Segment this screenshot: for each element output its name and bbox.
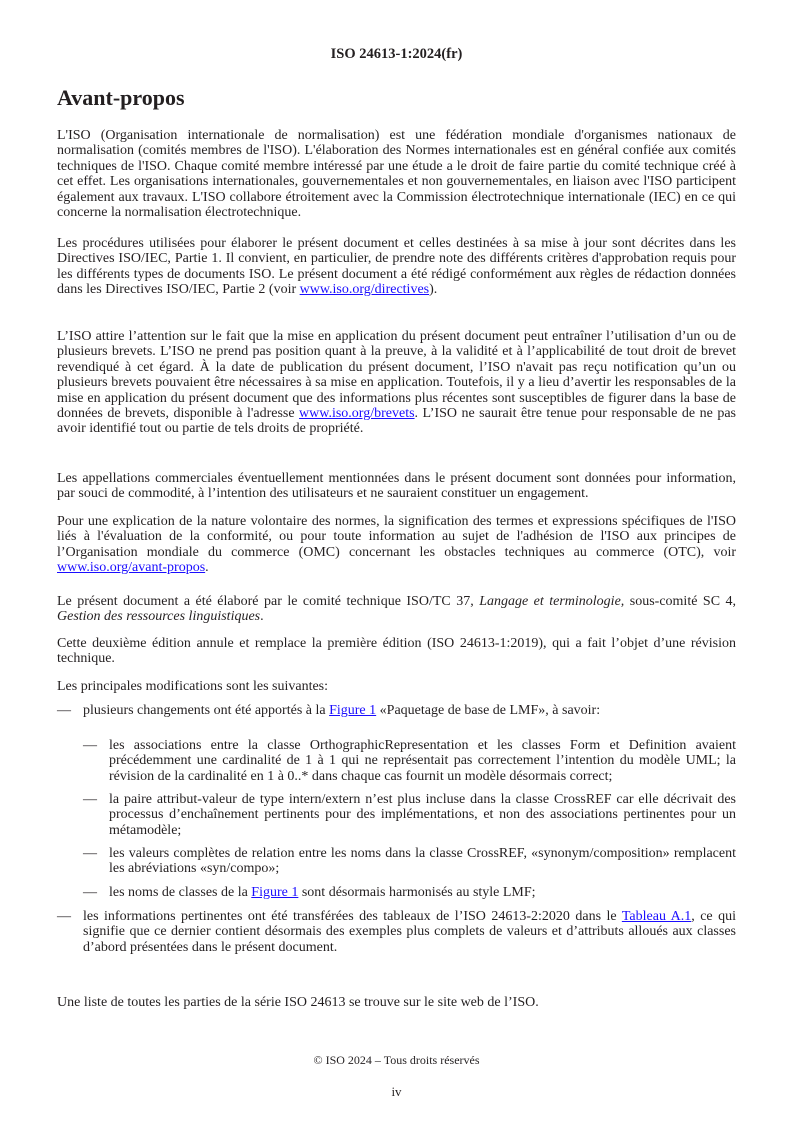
text: . L’ISO ne saurait être tenue pour responsable de ne pas avoir identifié tout ou partie de tels droits de propriété. (57, 406, 736, 437)
text: . (260, 609, 264, 625)
link-figure-1[interactable]: Figure 1 (251, 885, 299, 900)
text: , ce qui signifie que ce dernier contient désormais des exemples plus complets de valeurs et d’attributs alloués aux classes d’abord présentées dans le présent document. (83, 909, 736, 955)
text: les noms de classes de la (109, 885, 252, 900)
text: Les procédures utilisées pour élaborer le présent document et celles destinées à sa mise à jour sont décrites dans les Directives ISO/IEC, Partie 1. Il convient, en particulier, de prendre note des différents critères d'approbation requis pour les différents types de documents ISO. Le présent document a été rédigé conformément aux règles de rédaction données dans les Directives ISO/IEC, Partie 2 (voir (57, 236, 736, 298)
dash-bullet: — (83, 885, 97, 900)
dash-bullet: — (57, 909, 71, 924)
link-figure-1[interactable]: Figure 1 (329, 703, 377, 718)
dash-bullet: — (83, 792, 97, 807)
page-number: iv (391, 1084, 402, 1099)
list-item-figure-changes (57, 703, 736, 718)
text: L’ISO attire l’attention sur le fait que la mise en application du présent document peut entraîner l’utilisation d’un ou de plusieurs brevets. L’ISO ne prend pas position quant à la preuve, à la validité et à l’applicabilité de tout droit de brevet revendiqué à cet égard. À la date de publication du présent document, l’ISO n'avait pas reçu notification qu’un ou plusieurs brevets pouvaient être nécessaires à sa mise en application. Toutefois, il y a lieu d’avertir les responsables de la mise en application du présent document que des informations plus récentes sont susceptibles de figurer dans la base de données de brevets, disponible à l'adresse (57, 329, 736, 422)
text: Pour une explication de la nature volontaire des normes, la signification des termes et expressions spécifiques de l'ISO liés à l'évaluation de la conformité, ou pour toute information au sujet de l'adhésion de l'ISO aux principes de l’Organisation mondiale du commerce (OMC) concernant les obstacles techniques au commerce (OTC), voir (57, 514, 736, 560)
text: plusieurs changements ont été apportés à la (83, 703, 330, 718)
text: Le présent document a été élaboré par le comité technique ISO/TC 37, (57, 594, 480, 609)
copyright-footer: © ISO 2024 – Tous droits réservés (313, 1053, 480, 1067)
paragraph-voluntary-nature (57, 514, 736, 576)
list-item-table-transfer (57, 909, 736, 955)
link-directives[interactable]: www.iso.org/directives (299, 282, 430, 298)
text: sont désormais harmonisés au style LMF; (298, 885, 536, 900)
text: «Paquetage de base de LMF», à savoir: (376, 703, 601, 718)
dash-bullet: — (57, 703, 71, 718)
subcommittee-title: Gestion des ressources linguistiques (57, 609, 261, 625)
document-header: ISO 24613-1:2024(fr) (330, 46, 463, 62)
text: sous-comité SC 4, (624, 594, 737, 609)
paragraph-committee (57, 594, 736, 625)
text: les valeurs complètes de relation entre les noms dans la classe CrossREF, «synonym/composition» remplacent les abréviations «syn/compo»; (109, 846, 736, 877)
paragraph-series-list: Une liste de toutes les parties de la série ISO 24613 se trouve sur le site web de l’ISO. (57, 995, 539, 1010)
sub-list-item-relation-values (83, 846, 736, 877)
sub-list-item-class-names (83, 885, 736, 900)
paragraph-patents (57, 329, 736, 437)
sub-list-item-cardinality (83, 738, 736, 784)
text: les associations entre la classe OrthographicRepresentation et les classes Form et Definition avaient précédemment une cardinalité de 1 à 1 qui ne représentait pas correctement l’intention du modèle UML; la révision de la cardinalité en 1 à 0..* dans chaque cas fournit un modèle désormais correct; (109, 738, 736, 784)
paragraph-edition: Cette deuxième édition annule et remplace la première édition (ISO 24613-1:2019), qui a fait l’objet d’une révision technique. (57, 636, 736, 667)
link-brevets[interactable]: www.iso.org/brevets (299, 406, 415, 422)
dash-bullet: — (83, 846, 97, 861)
paragraph-changes-intro: Les principales modifications sont les suivantes: (57, 679, 329, 694)
text: ). (429, 282, 438, 298)
committee-title: Langage et terminologie, (479, 594, 625, 609)
dash-bullet: — (83, 738, 97, 753)
link-avant-propos[interactable]: www.iso.org/avant-propos (57, 560, 206, 576)
link-tableau-a1[interactable]: Tableau A.1 (621, 909, 692, 924)
text: . (205, 560, 209, 576)
sub-list-item-crossref-pair (83, 792, 736, 838)
text: la paire attribut-valeur de type intern/extern n’est plus incluse dans la classe CrossREF car elle décrivait des processus d’enchaînement pertinents pour des implémentations, et non des associations pertinentes pour un métamodèle; (109, 792, 736, 838)
paragraph-procedures (57, 236, 736, 298)
text: les informations pertinentes ont été transférées des tableaux de l’ISO 24613-2:2020 dans le (83, 909, 622, 924)
paragraph-trade-names: Les appellations commerciales éventuellement mentionnées dans le présent document sont données pour information, par souci de commodité, à l’intention des utilisateurs et ne sauraient constituer un engagement. (57, 471, 736, 502)
section-title: Avant-propos (57, 85, 185, 110)
paragraph-iso-intro: L'ISO (Organisation internationale de normalisation) est une fédération mondiale d'organismes nationaux de normalisation (comités membres de l'ISO). L'élaboration des Normes internationales est en général confiée aux comités techniques de l'ISO. Chaque comité membre intéressé par une étude a le droit de faire partie du comité technique créé à cet effet. Les organisations internationales, gouvernementales et non gouvernementales, en liaison avec l'ISO participent également aux travaux. L'ISO collabore étroitement avec la Commission électrotechnique internationale (IEC) en ce qui concerne la normalisation électrotechnique. (57, 128, 736, 221)
